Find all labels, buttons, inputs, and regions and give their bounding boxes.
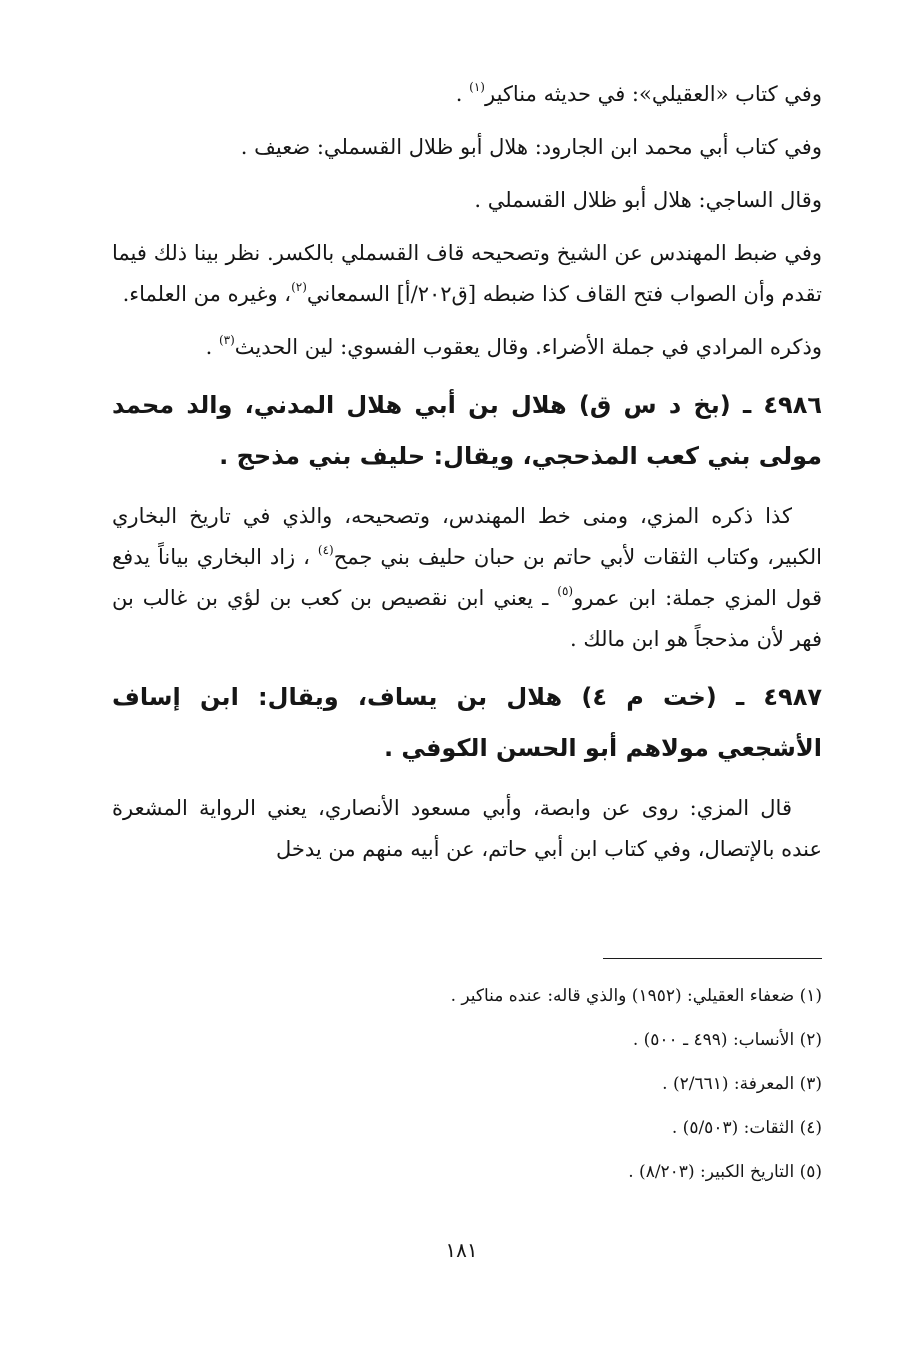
footnote-5: (٥) التاريخ الكبير: (٨/٢٠٣) . <box>628 1162 822 1182</box>
paragraph-text: قال المزي: روى عن وابصة، وأبي مسعود الأنصاري، يعني الرواية المشعرة عنده بالإتصال، وفي كتاب ابن أبي حاتم، عن أبيه منهم من يدخل <box>112 796 822 861</box>
paragraph-muhandis <box>112 233 822 315</box>
paragraph-saji <box>112 180 822 221</box>
footnote-divider <box>603 958 822 959</box>
page-number: ١٨١ <box>445 1238 478 1262</box>
paragraph-tail: ، وغيره من العلماء. <box>122 282 292 306</box>
paragraph-tail: . <box>205 335 219 359</box>
paragraph-text: وفي ضبط المهندس عن الشيخ وتصحيحه قاف القسملي بالكسر. نظر بينا ذلك فيما تقدم وأن الصواب فتح القاف كذا ضبطه [ق٢٠٢/أ] السمعاني <box>112 241 822 306</box>
paragraph-text: وقال الساجي: هلال أبو ظلال القسملي . <box>474 188 822 212</box>
paragraph-entry-4987 <box>112 788 822 870</box>
footnote-2: (٢) الأنساب: (٤٩٩ ـ ٥٠٠) . <box>632 1030 822 1050</box>
paragraph-tail: ـ يعني ابن نقصيص بن كعب بن لؤي بن غالب بن فهر لأن مذحجاً هو ابن مالك . <box>112 586 822 651</box>
main-text <box>112 74 822 882</box>
paragraph-muradi <box>112 327 822 368</box>
entry-heading-4986: ٤٩٨٦ ـ (بخ د س ق) هلال بن أبي هلال المدني، والد محمد مولى بني كعب المذحجي، ويقال: حليف بني مذحج . <box>112 391 822 470</box>
paragraph-tail: . <box>455 82 470 106</box>
footnote-ref-4: (٤) <box>317 543 334 557</box>
footnote-1: (١) ضعفاء العقيلي: (١٩٥٢) والذي قاله: عنده مناكير . <box>450 986 822 1006</box>
paragraph-text: وفي كتاب «العقيلي»: في حديثه مناكير <box>484 82 822 106</box>
paragraph-text: كذا ذكره المزي، ومنى خط المهندس، وتصحيحه، والذي في تاريخ البخاري الكبير، وكتاب الثقات لأبي حاتم بن حبان حليف بني جمح <box>112 504 822 569</box>
paragraph-ibn-aljarud <box>112 127 822 168</box>
footnote-ref-5: (٥) <box>557 584 574 598</box>
paragraph-text: وفي كتاب أبي محمد ابن الجارود: هلال أبو ظلال القسملي: ضعيف . <box>240 135 822 159</box>
footnote-3: (٣) المعرفة: (٢/٦٦١) . <box>662 1074 822 1094</box>
paragraph-entry-4986 <box>112 496 822 660</box>
footnotes <box>360 974 822 1194</box>
footnote-ref-3: (٣) <box>218 333 235 347</box>
footnote-ref-2: (٢) <box>291 280 307 294</box>
entry-heading-4987: ٤٩٨٧ ـ (خت م ٤) هلال بن يساف، ويقال: ابن إساف الأشجعي مولاهم أبو الحسن الكوفي . <box>112 683 822 762</box>
footnote-ref-1: (١) <box>469 80 485 94</box>
paragraph-text: وذكره المرادي في جملة الأضراء. وقال يعقوب الفسوي: لين الحديث <box>234 335 822 359</box>
paragraph-uqayli <box>112 74 822 115</box>
footnote-4: (٤) الثقات: (٥/٥٠٣) . <box>671 1118 822 1138</box>
paragraph-middle: ، زاد البخاري بياناً يدفع قول المزي جملة: ابن عمرو <box>112 545 822 610</box>
